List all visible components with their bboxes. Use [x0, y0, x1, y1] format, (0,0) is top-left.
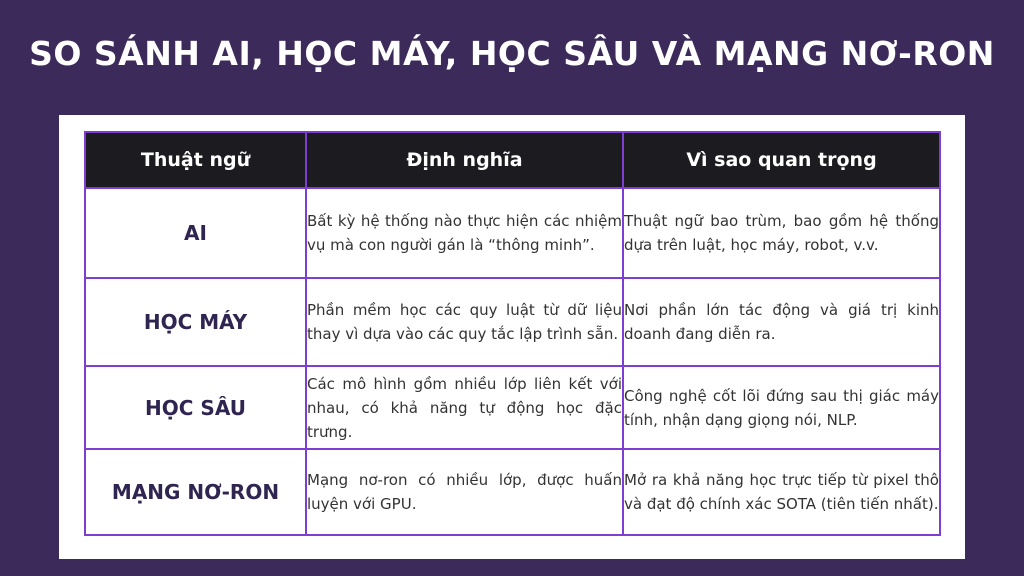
term-cell: HỌC SÂU	[85, 366, 306, 449]
table-row	[85, 278, 940, 366]
table-row	[85, 188, 940, 278]
table-row	[85, 366, 940, 449]
header-importance: Vì sao quan trọng	[623, 132, 940, 188]
definition-cell: Mạng nơ-ron có nhiều lớp, được huấn luyện với GPU.	[306, 449, 623, 535]
definition-cell: Các mô hình gồm nhiều lớp liên kết với nhau, có khả năng tự động học đặc trưng.	[306, 366, 623, 449]
table-row	[85, 449, 940, 535]
importance-cell: Thuật ngữ bao trùm, bao gồm hệ thống dựa trên luật, học máy, robot, v.v.	[623, 188, 940, 278]
term-cell: AI	[85, 188, 306, 278]
term-cell: MẠNG NƠ-RON	[85, 449, 306, 535]
importance-cell: Công nghệ cốt lõi đứng sau thị giác máy tính, nhận dạng giọng nói, NLP.	[623, 366, 940, 449]
definition-cell: Bất kỳ hệ thống nào thực hiện các nhiệm vụ mà con người gán là “thông minh”.	[306, 188, 623, 278]
comparison-table	[84, 131, 941, 536]
page-title: SO SÁNH AI, HỌC MÁY, HỌC SÂU VÀ MẠNG NƠ-RON	[29, 34, 995, 73]
definition-cell: Phần mềm học các quy luật từ dữ liệu thay vì dựa vào các quy tắc lập trình sẵn.	[306, 278, 623, 366]
header-definition: Định nghĩa	[306, 132, 623, 188]
importance-cell: Nơi phần lớn tác động và giá trị kinh doanh đang diễn ra.	[623, 278, 940, 366]
header-term: Thuật ngữ	[85, 132, 306, 188]
importance-cell: Mở ra khả năng học trực tiếp từ pixel thô và đạt độ chính xác SOTA (tiên tiến nhất).	[623, 449, 940, 535]
term-cell: HỌC MÁY	[85, 278, 306, 366]
table-header-row	[85, 132, 940, 188]
